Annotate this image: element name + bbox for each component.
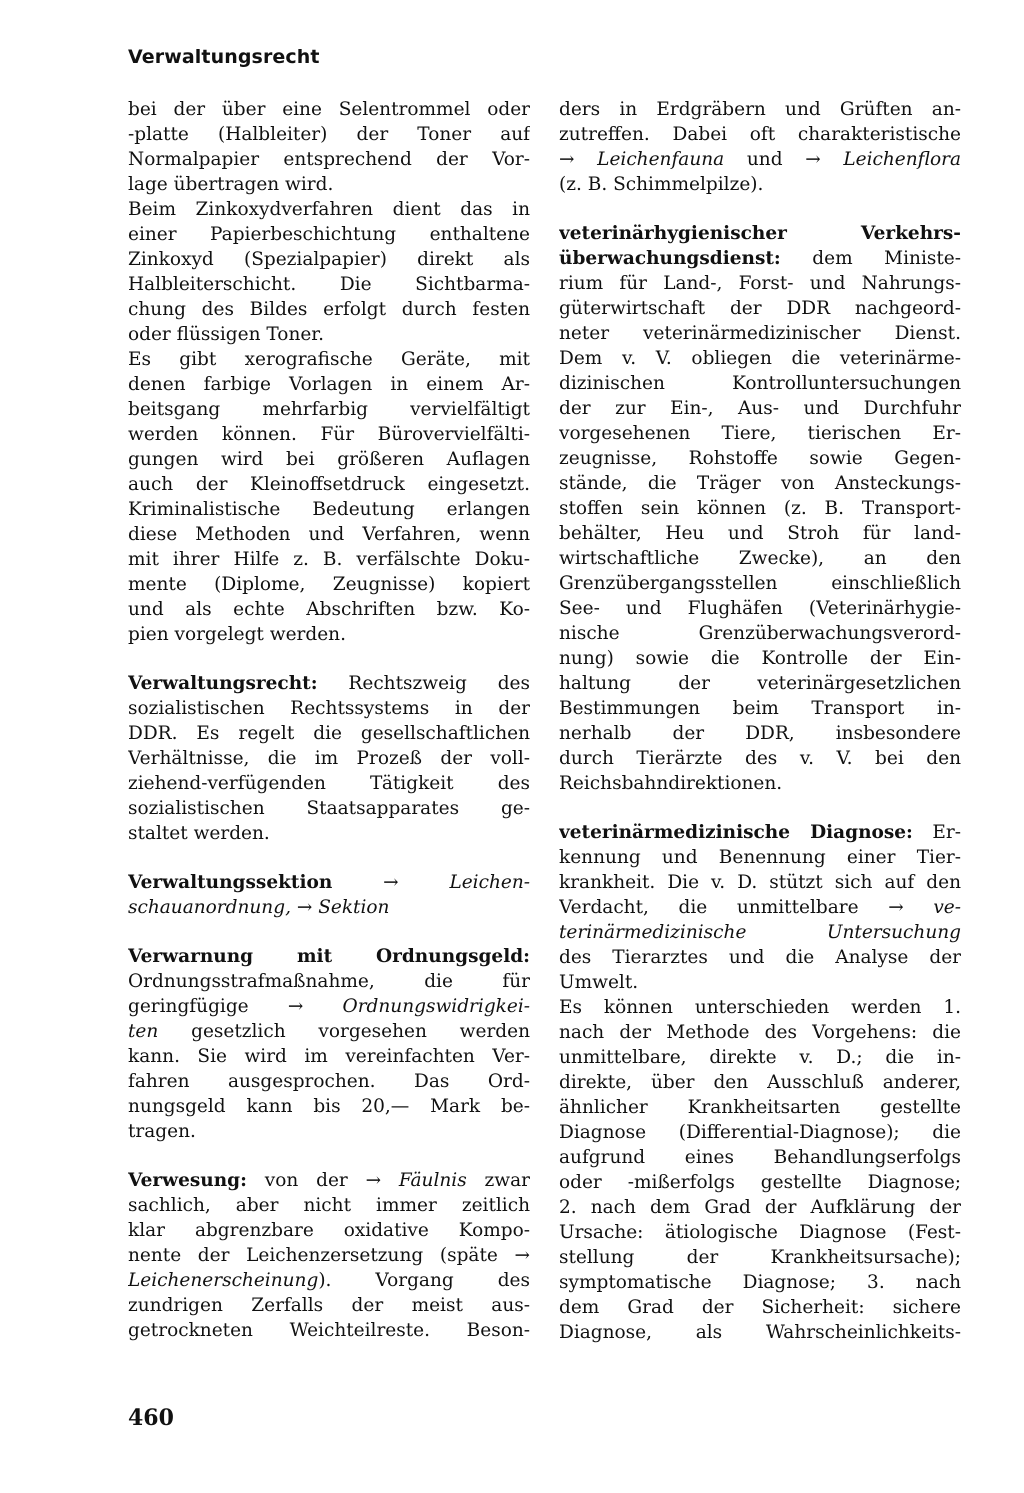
text-line: lage übertragen wird. (128, 174, 334, 195)
text-line (128, 1268, 530, 1293)
entry-verwaltungsrecht (128, 671, 530, 846)
text-line: dem Grad der Sicherheit: sichere (559, 1297, 961, 1318)
entry-text: gesetzlich vorgesehen werden (158, 1021, 530, 1042)
entry-verwarnung (128, 944, 530, 1144)
text-line (559, 147, 961, 172)
text-line: 2. nach dem Grad der Aufklärung der (559, 1197, 961, 1218)
text-line: See- und Flughäfen (Veterinärhygie- (559, 598, 961, 619)
text-line: und als echte Abschriften bzw. Ko- (128, 599, 530, 620)
text-line (559, 820, 961, 845)
text-line: direkte, über den Ausschluß anderer, (559, 1072, 961, 1093)
text-line: ders in Erdgräbern und Grüften an- (559, 99, 961, 120)
text-line: Kriminalistische Bedeutung erlangen (128, 499, 530, 520)
text-line: Ordnungsstrafmaßnahme, die für (128, 971, 530, 992)
text-line: (z. B. Schimmelpilze). (559, 174, 764, 195)
text-line: ziehend-verfügenden Tätigkeit des (128, 773, 530, 794)
text-line: durch Tierärzte des v. V. bei den (559, 748, 961, 769)
text-line (128, 671, 530, 696)
entry-text: Rechtszweig des (317, 673, 530, 694)
entry-verwesung (128, 1168, 530, 1343)
left-column (128, 97, 530, 1343)
text-line: mente (Diplome, Zeugnisse) kopiert (128, 574, 530, 595)
text-line (559, 221, 961, 246)
text-line: nente der Leichenzersetzung (späte → (128, 1245, 530, 1266)
cross-reference-link[interactable]: Leichen- (449, 872, 530, 893)
running-header: Verwaltungsrecht (128, 46, 320, 68)
entry-text: Er- (912, 822, 961, 843)
text-line: kann. Sie wird im vereinfachten Ver- (128, 1046, 530, 1067)
text-line: Beim Zinkoxydverfahren dient das in (128, 199, 530, 220)
entry-headword: überwachungsdienst: (559, 248, 781, 269)
text-line: Diagnose, als Wahrscheinlichkeits- (559, 1322, 961, 1343)
text-line: mit ihrer Hilfe z. B. verfälschte Doku- (128, 549, 530, 570)
text-line: Halbleiterschicht. Die Sichtbarma- (128, 274, 530, 295)
text-line: kennung und Benennung einer Tier- (559, 847, 961, 868)
text-line: Grenzübergangsstellen einschließlich (559, 573, 961, 594)
text-line: nungsgeld kann bis 20,— Mark be- (128, 1096, 530, 1117)
text-line: Normalpapier entsprechend der Vor- (128, 149, 530, 170)
entry-headword: Verwarnung mit Ordnungsgeld: (128, 946, 530, 967)
text-line: vorgesehenen Tiere, tierischen Er- (559, 423, 961, 444)
entry-headword: Verwesung: (128, 1170, 247, 1191)
text-line: pien vorgelegt werden. (128, 624, 346, 645)
text-line: krankheit. Die v. D. stützt sich auf den (559, 872, 961, 893)
text-line: Es gibt xerografische Geräte, mit (128, 349, 530, 370)
text-line: DDR. Es regelt die gesellschaftlichen (128, 723, 530, 744)
text-line: sachlich, aber nicht immer zeitlich (128, 1195, 530, 1216)
text-line: fahren ausgesprochen. Das Ord- (128, 1071, 530, 1092)
text-line: nische Grenzüberwachungsverord- (559, 623, 961, 644)
text-line: nach der Methode des Vorgehens: die (559, 1022, 961, 1043)
entry-text: ). Vorgang des (318, 1270, 530, 1291)
text-line: klar abgrenzbare oxidative Kompo- (128, 1220, 530, 1241)
entry-text: und → (724, 149, 844, 170)
text-line: sozialistischen Rechtssystems in der (128, 698, 530, 719)
text-line: ähnlicher Krankheitsarten gestellte (559, 1097, 961, 1118)
text-line: Reichsbahndirektionen. (559, 773, 783, 794)
text-line: neter veterinärmedizinischer Dienst. (559, 323, 961, 344)
text-line: haltung der veterinärgesetzlichen (559, 673, 961, 694)
entry-text: Verdacht, die unmittelbare → (559, 897, 934, 918)
text-line: stoffen sein können (z. B. Transport- (559, 498, 961, 519)
text-line (128, 944, 530, 969)
text-line (128, 1168, 530, 1193)
entry-veterinaermedizinische-diagnose (559, 820, 961, 1345)
text-line (559, 895, 961, 920)
cross-reference-link[interactable]: ten (128, 1021, 159, 1042)
arrow-glyph: → (332, 872, 450, 893)
text-line: symptomatische Diagnose; 3. nach (559, 1272, 961, 1293)
entry-text: zwar (466, 1170, 530, 1191)
right-column (559, 97, 961, 1345)
text-line: Ursache: ätiologische Diagnose (Fest- (559, 1222, 961, 1243)
text-line: Umwelt. (559, 972, 639, 993)
cross-reference-link[interactable]: Leichenflora (843, 149, 961, 170)
entry-verwaltungssektion (128, 870, 530, 920)
text-line (128, 895, 530, 920)
entry-headword: Verwaltungsrecht: (128, 673, 318, 694)
page-number: 460 (128, 1405, 174, 1431)
text-line: des Tierarztes und die Analyse der (559, 947, 961, 968)
text-line: Es können unterschieden werden 1. (559, 997, 961, 1018)
text-line: Bestimmungen beim Transport in- (559, 698, 961, 719)
text-line: zutreffen. Dabei oft charakteristische (559, 124, 961, 145)
text-line (559, 920, 961, 945)
text-line: Diagnose (Differential-Diagnose); die (559, 1122, 961, 1143)
cross-reference-link[interactable]: ve- (933, 897, 961, 918)
entry-text: von der → (246, 1170, 399, 1191)
text-line: oder -mißerfolgs gestellte Diagnose; (559, 1172, 961, 1193)
text-line: tragen. (128, 1121, 196, 1142)
text-line: bei der über eine Selentrommel oder (128, 99, 530, 120)
text-line (559, 246, 961, 271)
text-line: Dem v. V. obliegen die veterinärme- (559, 348, 961, 369)
text-line: denen farbige Vorlagen in einem Ar- (128, 374, 530, 395)
text-line: güterwirtschaft der DDR nachgeord- (559, 298, 961, 319)
text-line: werden können. Für Bürovervielfälti- (128, 424, 530, 445)
text-line: stellung der Krankheitsursache); (559, 1247, 961, 1268)
text-line (128, 870, 530, 895)
cross-reference-link[interactable]: Fäulnis (398, 1170, 467, 1191)
arrow-glyph: → (559, 149, 598, 170)
text-line: wirtschaftliche Zwecke), an den (559, 548, 961, 569)
cross-reference-link[interactable]: Leichenfauna (597, 149, 725, 170)
entry-text: geringfügige → (128, 996, 343, 1017)
paragraph-verwesung-continued (559, 97, 961, 197)
text-line: einer Papierbeschichtung enthaltene (128, 224, 530, 245)
text-line: -platte (Halbleiter) der Toner auf (128, 124, 530, 145)
entry-headword: Verwaltungssektion (128, 872, 333, 893)
text-line: nerhalb der DDR, insbesondere (559, 723, 961, 744)
text-line: der zur Ein-, Aus- und Durchfuhr (559, 398, 961, 419)
text-line: Zinkoxyd (Spezialpapier) direkt als (128, 249, 530, 270)
cross-reference-link[interactable]: Sektion (318, 897, 390, 918)
text-line: behälter, Heu und Stroh für land- (559, 523, 961, 544)
text-line: Verhältnisse, die im Prozeß der voll- (128, 748, 530, 769)
text-line: auch der Kleinoffsetdruck eingesetzt. (128, 474, 530, 495)
text-line: oder flüssigen Toner. (128, 324, 324, 345)
entry-veterinaerhygienischer-dienst (559, 221, 961, 796)
text-line: beitsgang mehrfarbig vervielfältigt (128, 399, 530, 420)
text-line: staltet werden. (128, 823, 270, 844)
text-line (128, 994, 530, 1019)
paragraph-xerography-continued (128, 97, 530, 647)
text-line: rium für Land-, Forst- und Nahrungs- (559, 273, 961, 294)
text-line: zeugnisse, Rohstoffe sowie Gegen- (559, 448, 961, 469)
text-line: aufgrund eines Behandlungserfolgs (559, 1147, 961, 1168)
text-line: sozialistischen Staatsapparates ge- (128, 798, 530, 819)
cross-reference-link[interactable]: Leichenerscheinung (128, 1270, 319, 1291)
text-line: nung) sowie die Kontrolle der Ein- (559, 648, 961, 669)
entry-headword: veterinärhygienischer Verkehrs- (559, 223, 961, 244)
cross-reference-link[interactable]: Ordnungswidrigkei- (342, 996, 530, 1017)
cross-reference-link[interactable]: schauanordnung, (128, 897, 291, 918)
text-line (128, 1019, 530, 1044)
text-line: gungen wird bei größeren Auflagen (128, 449, 530, 470)
text-line: getrockneten Weichteilreste. Beson- (128, 1320, 530, 1341)
text-line: unmittelbare, direkte v. D.; die in- (559, 1047, 961, 1068)
text-line: stände, die Träger von Ansteckungs- (559, 473, 961, 494)
arrow-glyph: → (290, 897, 319, 918)
cross-reference-link[interactable]: terinärmedizinische Untersuchung (559, 922, 961, 943)
text-line: dizinischen Kontrolluntersuchungen (559, 373, 961, 394)
entry-headword: veterinärmedizinische Diagnose: (559, 822, 913, 843)
text-line: zundrigen Zerfalls der meist aus- (128, 1295, 530, 1316)
text-line: chung des Bildes erfolgt durch festen (128, 299, 530, 320)
text-line: diese Methoden und Verfahren, wenn (128, 524, 530, 545)
entry-text: dem Ministe- (780, 248, 961, 269)
